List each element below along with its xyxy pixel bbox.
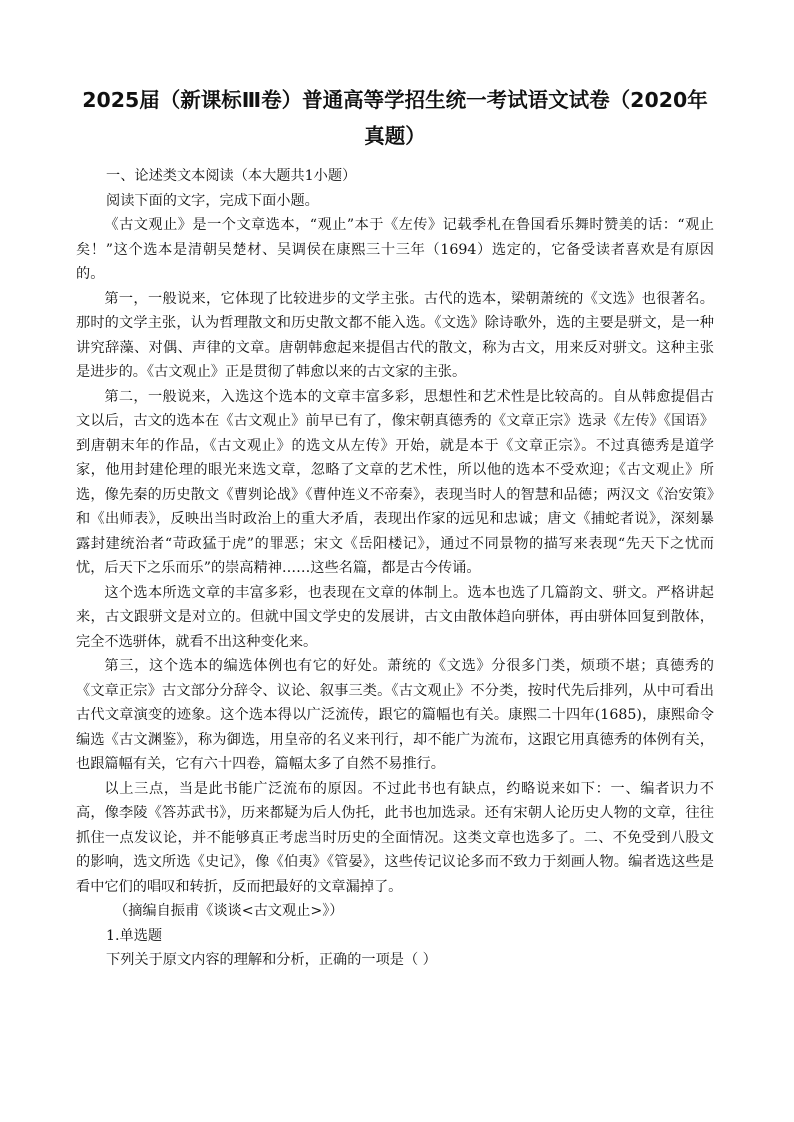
section-heading: 一、论述类文本阅读（本大题共1小题） [106, 168, 357, 184]
paragraph-2: 第一，一般说来，它体现了比较进步的文学主张。古代的选本，梁朝萧统的《文选》也很著名。那时的文学主张，认为哲理散文和历史散文都不能入选。《文选》除诗歌外，选的主要是骈文，是一种讲究辞藻、对偶、声律的文章。唐朝韩愈起来提倡古代的散文，称为古文，用来反对骈文。这种主张是进步的。《古文观止》正是贯彻了韩愈以来的古文家的主张。 [76, 290, 714, 380]
paragraph-3: 第二，一般说来，入选这个选本的文章丰富多彩，思想性和艺术性是比较高的。自从韩愈提倡古文以后，古文的选本在《古文观止》前早已有了，像宋朝真德秀的《文章正宗》选录《左传》《国语》到唐朝末年的作品，《古文观止》的选文从左传》开始，就是本于《文章正宗》。不过真德秀是道学家，他用封建伦理的眼光来选文章，忽略了文章的艺术性，所以他的选本不受欢迎；《古文观止》所选，像先秦的历史散文《曹刿论战》《曹仲连义不帝秦》，表现当时人的智慧和品德；两汉文《治安策》和《出师表》，反映出当时政治上的重大矛盾，表现出作家的远见和忠诚；唐文《捕蛇者说》，深刻暴露封建统治者“苛政猛于虎”的罪恶；宋文《岳阳楼记》，通过不同景物的描写来表现“先天下之忧而忧，后天下之乐而乐”的崇高精神……这些名篇，都是古今传诵。 [76, 388, 714, 576]
question-text: 下列关于原文内容的理解和分析，正确的一项是（ ） [106, 952, 437, 968]
paragraph-4: 这个选本所选文章的丰富多彩，也表现在文章的体制上。选本也选了几篇韵文、骈文。严格讲起来，古文跟骈文是对立的。但就中国文学史的发展讲，古文由散体趋向骈体，再由骈体回复到散体，完全不选骈体，就看不出这种变化来。 [76, 584, 714, 650]
source-citation: （摘编自振甫《谈谈<古文观止>》） [114, 903, 344, 919]
page-title: 2025届（新课标Ⅲ卷）普通高等学招生统一考试语文试卷（2020年真题） [82, 88, 708, 148]
paragraph-5: 第三，这个选本的编选体例也有它的好处。萧统的《文选》分很多门类，烦琐不堪；真德秀的《文章正宗》古文部分分辞令、议论、叙事三类。《古文观止》不分类，按时代先后排列，从中可看出古代文章演变的迹象。这个选本得以广泛流传，跟它的篇幅也有关。康熙二十四年(1685)，康熙命令编选《古文渊鉴》，称为御选，用皇帝的名义来刊行，却不能广为流布，这跟它用真德秀的体例有关，也跟篇幅有关，它有六十四卷，篇幅太多了自然不易推行。 [76, 658, 714, 772]
paragraph-1: 《古文观止》是一个文章选本，“观止”本于《左传》记载季札在鲁国看乐舞时赞美的话：“观止矣！”这个选本是清朝吴楚材、吴调侯在康熙三十三年（1694）选定的，它备受读者喜欢是有原因的。 [76, 217, 714, 282]
paragraph-6: 以上三点，当是此书能广泛流布的原因。不过此书也有缺点，约略说来如下：一、编者识力不高，像李陵《答苏武书》，历来都疑为后人伪托，此书也加选录。还有宋朝人论历史人物的文章，往往抓住一点发议论，并不能够真正考虑当时历史的全面情况。这类文章也选多了。二、不免受到八股文的影响，选文所选《史记》，像《伯夷》《管晏》，这些传记议论多而不致力于刻画人物。编者选这些是看中它们的唱叹和转折，反而把最好的文章漏掉了。 [76, 780, 714, 895]
reading-instruction: 阅读下面的文字，完成下面小题。 [106, 192, 319, 209]
question-label: 1.单选题 [106, 927, 163, 944]
